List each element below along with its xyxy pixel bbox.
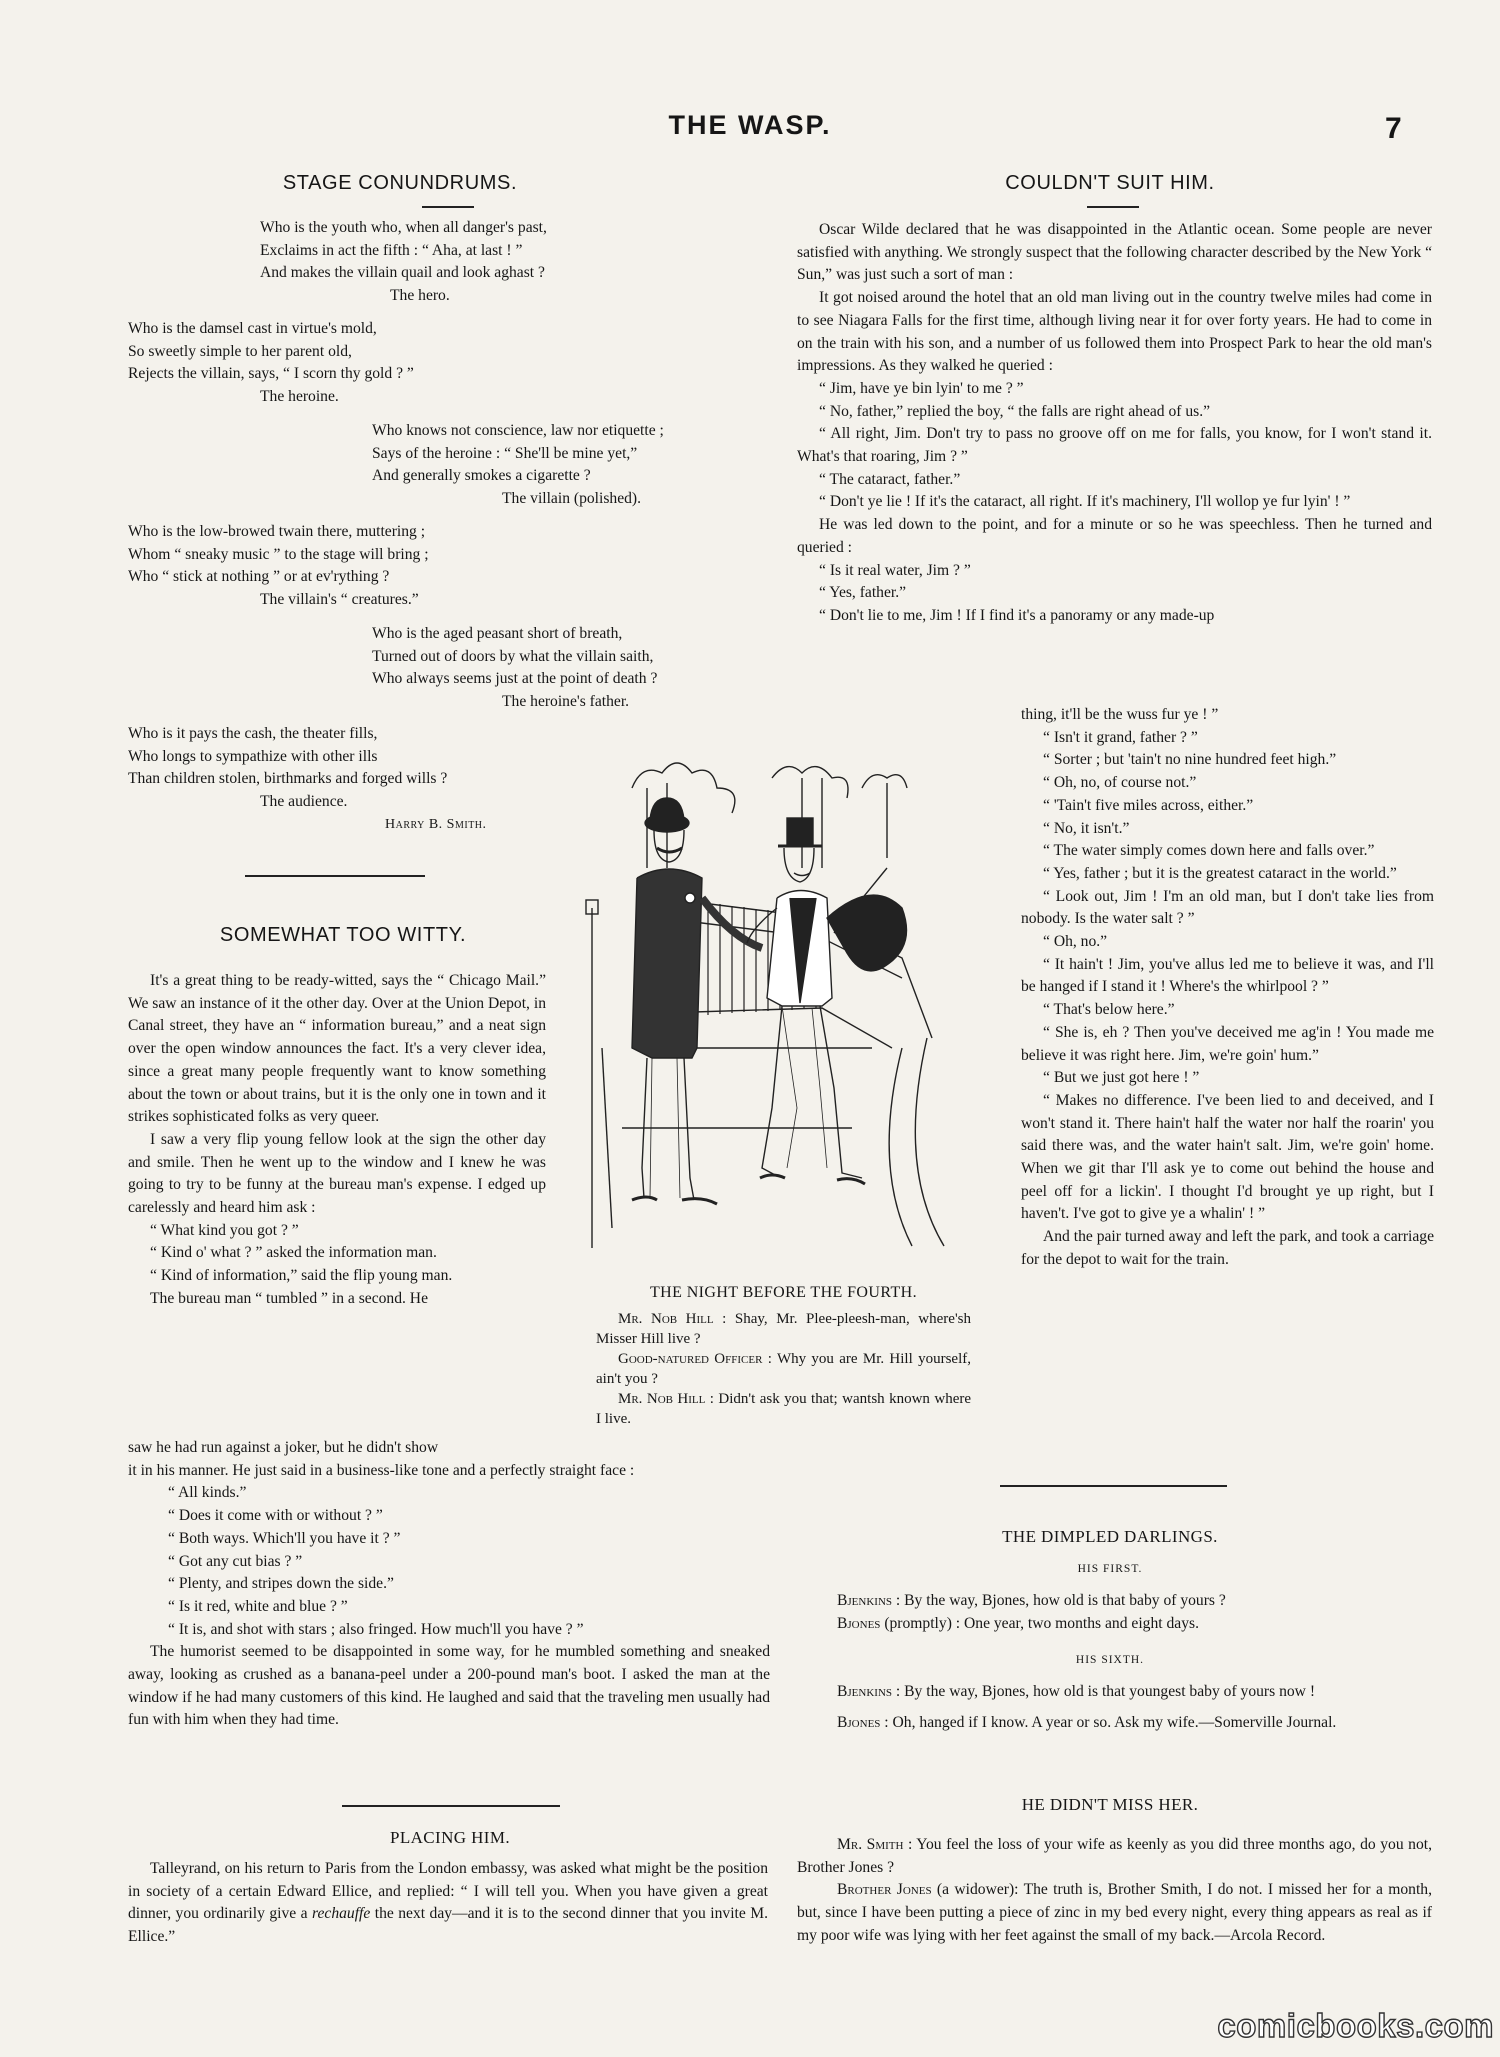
poem-line: Who is the aged peasant short of breath, <box>372 625 623 642</box>
poem-line: Who always seems just at the point of death ? <box>372 670 658 688</box>
poem-stanza <box>372 623 782 714</box>
poem-line: Exclaims in act the fifth : “ Aha, at last ! ” <box>260 241 523 259</box>
poem-line: Than children stolen, birthmarks and forged wills ? <box>128 770 448 788</box>
poem-line: Who “ stick at nothing ” or at ev'rything ? <box>128 568 390 586</box>
paragraph: it in his manner. He just said in a business-like tone and a perfectly straight face : <box>128 1461 635 1479</box>
paragraph: “ But we just got here ! ” <box>1043 1069 1200 1087</box>
paragraph: “ That's below here.” <box>1043 1001 1175 1019</box>
paragraph: “ Look out, Jim ! I'm an old man, but I don't take lies from nobody. Is the water salt ? ” <box>1021 887 1434 928</box>
poem-line: Rejects the villain, says, “ I scorn thy gold ? ” <box>128 365 414 383</box>
paragraph: I saw a very flip young fellow look at the sign the other day and smile. Then he went up to the window and I knew he was going to try to be funny at the bureau man's expense. I edged up carelessly and heard him ask : <box>128 1130 546 1217</box>
poem-line: And generally smokes a cigarette ? <box>372 467 591 485</box>
illustration-caption <box>596 1282 971 1305</box>
poem-answer: The heroine's father. <box>502 693 630 711</box>
dialogue-line: Mr. Smith : You feel the loss of your wife as keenly as you did three months ago, do you not, Brother Jones ? <box>797 1836 1432 1876</box>
divider <box>245 875 425 877</box>
dialogue-line: “ Plenty, and stripes down the side.” <box>168 1575 394 1593</box>
poem-line: Whom “ sneaky music ” to the stage will bring ; <box>128 545 429 563</box>
poem-stanza <box>128 318 548 409</box>
paragraph: He was led down to the point, and for a minute or so he was speechless. Then he turned and queried : <box>797 516 1432 556</box>
dialogue-line: “ Is it red, white and blue ? ” <box>168 1597 348 1615</box>
dialogue-block <box>797 1590 1432 1635</box>
paragraph: “ No, it isn't.” <box>1043 819 1130 837</box>
poem-stanza <box>260 217 680 308</box>
dialogue-line: “ It is, and shot with stars ; also fringed. How much'll you have ? ” <box>168 1620 584 1638</box>
divider <box>1087 206 1139 208</box>
paragraph: “ 'Tain't five miles across, either.” <box>1043 796 1254 814</box>
dialogue-line: Bjenkins : By the way, Bjones, how old is that youngest baby of yours now ! <box>837 1683 1316 1700</box>
illustration-drawing <box>572 748 974 1248</box>
poem-answer: The audience. <box>260 793 348 811</box>
poem-line: Who is the youth who, when all danger's past, <box>260 219 547 236</box>
dialogue-line: Bjones (promptly) : One year, two months and eight days. <box>837 1614 1199 1632</box>
stage-conundrums-title: STAGE CONUNDRUMS. <box>282 172 518 194</box>
paragraph: “ Yes, father ; but it is the greatest cataract in the world.” <box>1043 864 1397 882</box>
paragraph: It got noised around the hotel that an old man living out in the country twelve miles had come in to see Niagara Falls for the first time, although living near it for over forty years. He had to come in on the train with his son, and a number of us followed them into Prospect Park to hear the old man's impressions. As they walked he queried : <box>797 289 1432 375</box>
article-body <box>797 219 1432 628</box>
dialogue-line: “ Got any cut bias ? ” <box>168 1552 303 1570</box>
masthead-title: THE WASP. <box>668 110 832 140</box>
caption-text <box>596 1309 971 1429</box>
poem-author: Harry B. Smith. <box>385 817 487 832</box>
poem-line: Who knows not conscience, law nor etiquette ; <box>372 422 664 439</box>
article-body <box>1021 704 1434 1272</box>
paragraph: It's a great thing to be ready-witted, says the “ Chicago Mail.” We saw an instance of it the other day. Over at the Union Depot, in Canal street, they have an “ information bureau,” and a neat sign over the open window announces the fact. It's a very clever idea, since a great many people frequently want to know something about the town or about trains, but it is the only one in town and it strikes sophisticated folks as very queer. <box>128 972 546 1126</box>
poem-answer: The villain's “ creatures.” <box>260 591 419 609</box>
page-number: 7 <box>1385 112 1402 145</box>
paragraph: thing, it'll be the wuss fur ye ! ” <box>1021 706 1219 723</box>
paragraph: “ Don't lie to me, Jim ! If I find it's a panoramy or any made-up <box>819 606 1215 624</box>
paragraph: saw he had run against a joker, but he didn't show <box>128 1439 439 1456</box>
caption-line: Mr. Nob Hill : Didn't ask you that; wantsh known where I live. <box>596 1391 972 1427</box>
paragraph: And the pair turned away and left the park, and took a carriage for the depot to wait for the train. <box>1021 1228 1434 1268</box>
dialogue-line: “ All kinds.” <box>168 1484 247 1502</box>
dialogue-line: Bjones : Oh, hanged if I know. A year or so. Ask my wife.—Somerville Journal. <box>837 1713 1337 1731</box>
paragraph: “ What kind you got ? ” <box>150 1221 299 1239</box>
paragraph: “ Oh, no.” <box>1043 933 1108 951</box>
illustration <box>572 748 974 1248</box>
article-body <box>128 1437 770 1732</box>
dialogue-line: “ Does it come with or without ? ” <box>168 1507 383 1525</box>
paragraph: “ All right, Jim. Don't try to pass no groove off on me for falls, you know, for I won't stand it. What's that roaring, Jim ? ” <box>797 425 1432 466</box>
couldnt-suit-him-title: COULDN'T SUIT HIM. <box>1005 172 1215 194</box>
poem-answer: The villain (polished). <box>502 490 642 508</box>
paragraph: “ Don't ye lie ! If it's the cataract, all right. If it's machinery, I'll wollop ye fur lyin' ! ” <box>819 493 1351 511</box>
paragraph: “ Kind o' what ? ” asked the information man. <box>150 1244 437 1262</box>
paragraph: “ Sorter ; but 'tain't no nine hundred feet high.” <box>1043 751 1337 769</box>
dialogue-line: “ Both ways. Which'll you have it ? ” <box>168 1529 401 1547</box>
paragraph: Oscar Wilde declared that he was disappointed in the Atlantic ocean. Some people are never satisfied with anything. We strongly suspect that the following character described by the New York “ Sun,” was just such a sort of man : <box>797 221 1432 284</box>
dimpled-darlings-title: THE DIMPLED DARLINGS. <box>1002 1527 1218 1546</box>
paragraph: The bureau man “ tumbled ” in a second. He <box>150 1289 428 1307</box>
dialogue-line: Brother Jones (a widower): The truth is, Brother Smith, I do not. I missed her for a month, but, since I have been putting a piece of zinc in my bed every night, every thing appears as real as if my poor wife was lying with her feet against the small of my back.—Arcola Record. <box>797 1881 1432 1944</box>
somewhat-too-witty-title: SOMEWHAT TOO WITTY. <box>219 924 467 946</box>
article-body <box>128 970 546 1311</box>
poem-line: Who is it pays the cash, the theater fills, <box>128 725 378 742</box>
poem-stanza <box>128 521 558 612</box>
poem-line: Says of the heroine : “ She'll be mine yet,” <box>372 444 638 462</box>
paragraph: “ The water simply comes down here and falls over.” <box>1043 842 1375 860</box>
paragraph: “ She is, eh ? Then you've deceived me ag'in ! You made me believe it was right here. Jim, we're goin' hum.” <box>1021 1023 1434 1064</box>
poem-answer: The hero. <box>390 287 450 305</box>
caption-line: Good-natured Officer : Why you are Mr. Hill yourself, ain't you ? <box>596 1351 971 1387</box>
divider <box>1000 1485 1227 1487</box>
poem-line: Who is the damsel cast in virtue's mold, <box>128 320 377 337</box>
poem-stanza <box>372 420 782 511</box>
subheading: HIS FIRST. <box>1077 1563 1143 1575</box>
poem-line: Who longs to sympathize with other ills <box>128 747 378 765</box>
dialogue-block <box>797 1834 1432 1948</box>
paragraph: “ The cataract, father.” <box>819 470 961 488</box>
paragraph: The humorist seemed to be disappointed in some way, for he mumbled something and sneaked away, looking as crushed as a banana-peel under a 200-pound man's boot. I asked the man at the window if he had many customers of this kind. He laughed and said that the traveling men usually had fun with him when they had time. <box>128 1643 770 1729</box>
poem-line: And makes the villain quail and look aghast ? <box>260 264 545 282</box>
didnt-miss-her-title: HE DIDN'T MISS HER. <box>1021 1795 1199 1814</box>
subheading: HIS SIXTH. <box>1075 1654 1145 1666</box>
paragraph: “ No, father,” replied the boy, “ the falls are right ahead of us.” <box>819 402 1211 420</box>
dialogue-block <box>797 1681 1432 1734</box>
paragraph: “ Jim, have ye bin lyin' to me ? ” <box>819 379 1024 397</box>
caption-line: Mr. Nob Hill : Shay, Mr. Plee-pleesh-man, where'sh Misser Hill live ? <box>596 1311 971 1347</box>
paragraph: “ Kind of information,” said the flip young man. <box>150 1267 453 1285</box>
paragraph: “ It hain't ! Jim, you've allus led me to believe it was, and I'll be hanged if I stand it ! Where's the whirlpool ? ” <box>1021 955 1434 996</box>
paragraph: “ Yes, father.” <box>819 584 907 602</box>
divider <box>342 1805 560 1807</box>
paragraph: “ Makes no difference. I've been lied to and deceived, and I won't stand it. There hain't half the water nor half the roarin' you said there was, and the water hain't salt. Jim, we're goin' home. When we git thar I'll ask ye to come out behind the house and peel off for a lickin'. I thought I'd brought ye up right, but I haven't. I've got to give ye a whalin' ! ” <box>1021 1091 1434 1223</box>
placing-him-title: PLACING HIM. <box>389 1828 511 1847</box>
paragraph: “ Is it real water, Jim ? ” <box>819 561 971 579</box>
poem-line: Who is the low-browed twain there, muttering ; <box>128 523 426 540</box>
watermark: comicbooks.com <box>1217 2007 1494 2044</box>
poem-stanza <box>128 723 568 814</box>
dialogue-line: Bjenkins : By the way, Bjones, how old is that baby of yours ? <box>837 1592 1226 1609</box>
paragraph: “ Oh, no, of course not.” <box>1043 774 1197 792</box>
article-body <box>128 1858 768 1949</box>
caption-title: THE NIGHT BEFORE THE FOURTH. <box>650 1284 917 1301</box>
paragraph: Talleyrand, on his return to Paris from the London embassy, was asked what might be the position in society of a certain Edward Ellice, and replied: “ I will tell you. When you have given a great dinner, you ordinarily give a rechauffe the next day—and it is to the second dinner that you invite M. Ellice.” <box>128 1860 768 1946</box>
poem-answer: The heroine. <box>260 388 339 406</box>
poem-line: Turned out of doors by what the villain saith, <box>372 647 654 665</box>
poem-line: So sweetly simple to her parent old, <box>128 342 352 360</box>
paragraph: “ Isn't it grand, father ? ” <box>1043 728 1198 746</box>
divider <box>422 206 474 208</box>
